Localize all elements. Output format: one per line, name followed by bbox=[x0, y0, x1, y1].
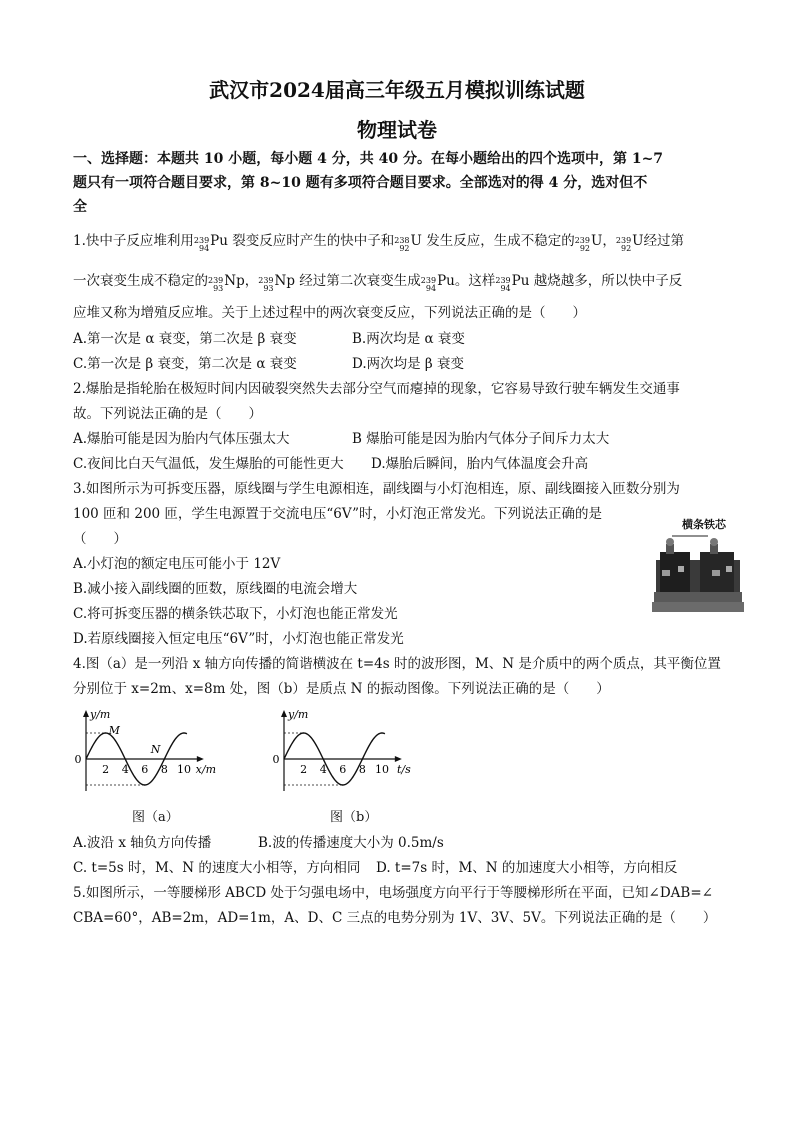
transformer-photo-label: 横条铁芯 bbox=[682, 518, 726, 531]
q1-text: 1.快中子反应堆利用 bbox=[73, 233, 194, 249]
exam-title: 武汉市2024届高三年级五月模拟训练试题 bbox=[209, 78, 585, 102]
data-point bbox=[105, 732, 106, 733]
data-point bbox=[283, 758, 284, 759]
data-point bbox=[174, 740, 175, 741]
q3-line-2: 100 匝和 200 匝，学生电源置于交流电压“6V”时，小灯泡正常发光。下列说法正确的是 bbox=[73, 506, 603, 522]
x-axis-label: t/s bbox=[396, 763, 411, 776]
q4-line-1: 4.图（a）是一列沿 x 轴方向传播的简谐横波在 t=4s 时的波形图，M、N 是介质中的两个质点，其平衡位置 bbox=[73, 656, 721, 672]
element-symbol: Pu bbox=[210, 233, 228, 249]
q3-line-3: （ ） bbox=[73, 531, 127, 547]
point-label-m: M bbox=[108, 724, 120, 737]
origin-label: 0 bbox=[74, 753, 82, 766]
q1-line-1: 1.快中子反应堆利用 239 94 Pu 裂变反应时产生的快中子和 238 92 U 发生反应，生成不稳定的 239 92 U， 239 92 U经过第 bbox=[73, 233, 685, 253]
q4-line-2: 分别位于 x=2m、x=8m 处，图（b）是质点 N 的振动图像。下列说法正确的是（ ） bbox=[73, 681, 610, 697]
tick-label: 10 bbox=[177, 763, 191, 776]
section-instructions-1: 一、选择题：本题共 10 小题，每小题 4 分，共 40 分。在每小题给出的四个选项中，第 1~7 bbox=[73, 151, 664, 167]
q5-line-1: 5.如图所示，一等腰梯形 ABCD 处于匀强电场中，电场强度方向平行于等腰梯形所在平面，已知∠DAB=∠ bbox=[73, 885, 713, 901]
q2-line-1: 2.爆胎是指轮胎在极短时间内因破裂突然失去部分空气而瘪掉的现象，它容易导致行驶车辆发生交通事 bbox=[73, 381, 680, 397]
data-point bbox=[313, 740, 314, 741]
y-axis-arrow bbox=[83, 710, 89, 717]
q1-option-c: C.第一次是 β 衰变，第二次是 α 衰变 bbox=[73, 356, 297, 372]
data-point bbox=[342, 784, 343, 785]
q3-option-c: C.将可拆变压器的横条铁芯取下，小灯泡也能正常发光 bbox=[73, 606, 398, 622]
transformer-photo bbox=[652, 530, 744, 614]
q4-option-a: A.波沿 x 轴负方向传播 bbox=[73, 835, 212, 851]
exam-subtitle: 物理试卷 bbox=[357, 118, 437, 142]
caption-graph-b: 图（b） bbox=[330, 810, 378, 825]
data-point bbox=[154, 777, 155, 778]
data-point bbox=[352, 777, 353, 778]
data-point bbox=[183, 732, 184, 733]
q1-line-3: 应堆又称为增殖反应堆。关于上述过程中的两次衰变反应，下列说法正确的是（ ） bbox=[73, 305, 586, 321]
data-point bbox=[332, 777, 333, 778]
q2-option-d: D.爆胎后瞬间，胎内气体温度会升高 bbox=[371, 456, 589, 472]
q3-option-a: A.小灯泡的额定电压可能小于 12V bbox=[73, 556, 281, 572]
data-point bbox=[164, 758, 165, 759]
tick-label: 4 bbox=[121, 763, 129, 776]
data-point bbox=[381, 732, 382, 733]
wave-graph-b bbox=[268, 704, 438, 804]
q2-option-c: C.夜间比白天气温低，发生爆胎的可能性更大 bbox=[73, 456, 344, 472]
data-point bbox=[95, 740, 96, 741]
tick-label: 6 bbox=[339, 763, 347, 776]
isotope-index: 239 94 bbox=[193, 236, 210, 253]
q3-option-d: D.若原线圈接入恒定电压“6V”时，小灯泡也能正常发光 bbox=[73, 631, 404, 647]
q3-option-b: B.减小接入副线圈的匝数，原线圈的电流会增大 bbox=[73, 581, 358, 597]
y-axis-arrow bbox=[281, 710, 287, 717]
q2-line-2: 故。下列说法正确的是（ ） bbox=[73, 406, 262, 422]
y-axis-label: y/m bbox=[90, 708, 111, 721]
section-instructions-3: 全 bbox=[73, 199, 87, 215]
q3-line-1: 3.如图所示为可拆变压器，原线圈与学生电源相连，副线圈与小灯泡相连，原、副线圈接入匝数分别为 bbox=[73, 481, 680, 497]
tick-label: 2 bbox=[102, 763, 110, 776]
data-point bbox=[144, 784, 145, 785]
q1-line-2: 一次衰变生成不稳定的 239 93 Np， 239 93 Np 经过第二次衰变生成 239 94 Pu。这样 239 94 Pu 越烧越多，所以快中子反 bbox=[73, 273, 683, 293]
data-point bbox=[125, 758, 126, 759]
q1-option-b: B.两次均是 α 衰变 bbox=[352, 331, 465, 347]
q2-option-b: B 爆胎可能是因为胎内气体分子间斥力太大 bbox=[352, 431, 610, 447]
section-instructions-2: 题只有一项符合题目要求，第 8~10 题有多项符合题目要求。全部选对的得 4 分，选对但不 bbox=[73, 175, 648, 191]
q1-option-a: A.第一次是 α 衰变，第二次是 β 衰变 bbox=[73, 331, 297, 347]
data-point bbox=[303, 732, 304, 733]
tick-label: 8 bbox=[160, 763, 168, 776]
data-point bbox=[293, 740, 294, 741]
point-label-n: N bbox=[150, 743, 161, 756]
data-point bbox=[85, 758, 86, 759]
tick-label: 2 bbox=[300, 763, 308, 776]
y-axis-label: y/m bbox=[288, 708, 309, 721]
q5-line-2: CBA=60°，AB=2m，AD=1m，A、D、C 三点的电势分别为 1V、3V、5V。下列说法正确的是（ ） bbox=[73, 910, 717, 926]
caption-graph-a: 图（a） bbox=[132, 810, 179, 825]
data-point bbox=[362, 758, 363, 759]
q4-option-b: B.波的传播速度大小为 0.5m/s bbox=[258, 835, 444, 851]
data-point bbox=[323, 758, 324, 759]
tick-label: 10 bbox=[375, 763, 389, 776]
data-point bbox=[115, 740, 116, 741]
q1-option-d: D.两次均是 β 衰变 bbox=[352, 356, 465, 372]
data-point bbox=[372, 740, 373, 741]
x-axis-arrow bbox=[395, 756, 402, 762]
tick-label: 6 bbox=[141, 763, 149, 776]
tick-label: 4 bbox=[319, 763, 327, 776]
q2-option-a: A.爆胎可能是因为胎内气体压强太大 bbox=[73, 431, 290, 447]
wave-graph-a bbox=[70, 704, 240, 804]
origin-label: 0 bbox=[272, 753, 280, 766]
x-axis-label: x/m bbox=[195, 763, 217, 776]
q4-option-c: C. t=5s 时，M、N 的速度大小相等，方向相同 bbox=[73, 860, 361, 876]
q4-option-d: D. t=7s 时，M、N 的加速度大小相等，方向相反 bbox=[376, 860, 678, 876]
tick-label: 8 bbox=[358, 763, 366, 776]
x-axis-arrow bbox=[197, 756, 204, 762]
data-point bbox=[134, 777, 135, 778]
